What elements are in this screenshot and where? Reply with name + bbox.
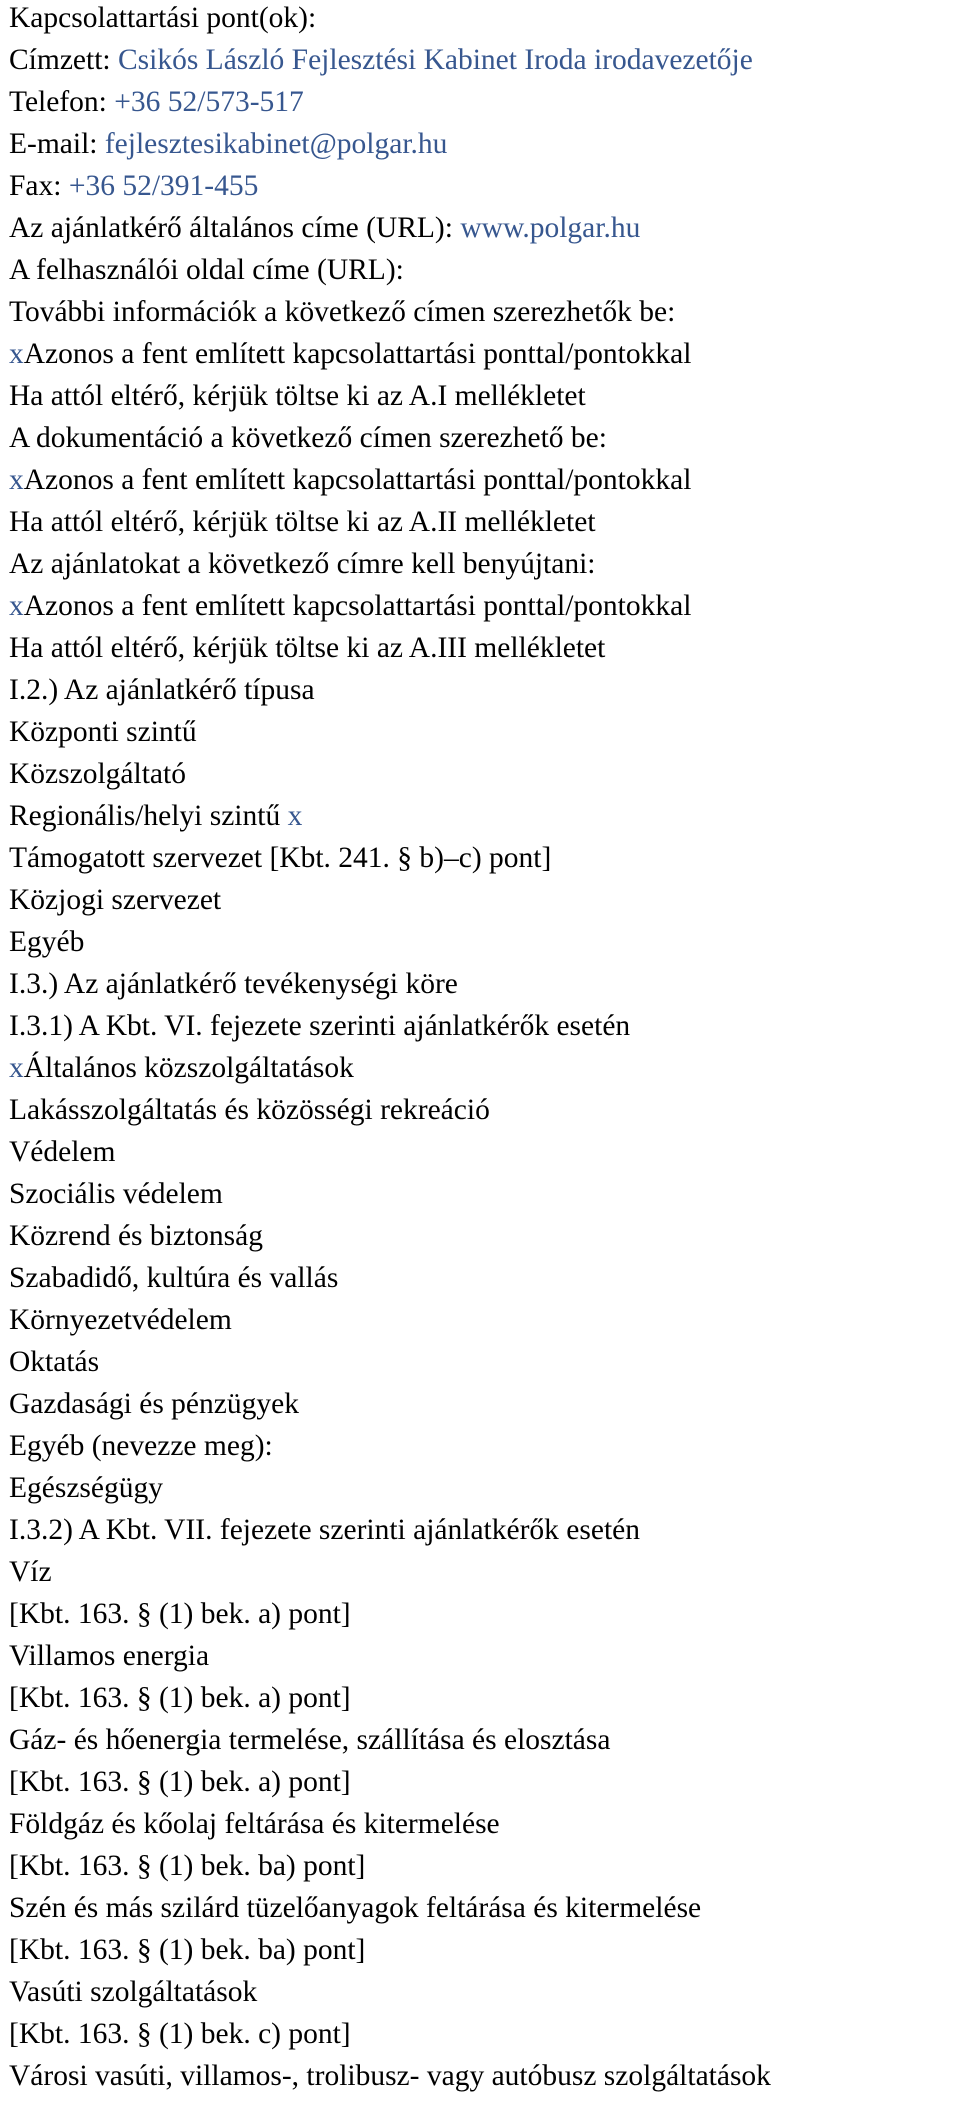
legal-reference: [Kbt. 163. § (1) bek. a) pont]: [9, 1598, 351, 1630]
activity-option-selected: [9, 1047, 960, 1089]
legal-reference: [Kbt. 163. § (1) bek. c) pont]: [9, 2018, 351, 2050]
utility-option: Víz: [9, 1556, 52, 1588]
utility-option: Szén és más szilárd tüzelőanyagok feltárása és kitermelése: [9, 1892, 702, 1924]
submission-same-text: Azonos a fent említett kapcsolattartási ponttal/pontokkal: [23, 590, 692, 622]
check-mark: x: [287, 800, 303, 832]
url-label: Az ajánlatkérő általános címe (URL):: [9, 212, 453, 244]
utility-option: Villamos energia: [9, 1640, 210, 1672]
submission-else-text: Ha attól eltérő, kérjük töltse ki az A.III mellékletet: [9, 632, 606, 664]
utility-option: Gáz- és hőenergia termelése, szállítása és elosztása: [9, 1724, 611, 1756]
utility-option: Vasúti szolgáltatások: [9, 1976, 258, 2008]
email-link[interactable]: fejlesztesikabinet@polgar.hu: [104, 128, 448, 160]
type-option: Központi szintű: [9, 716, 197, 748]
activity-sub1-heading: I.3.1) A Kbt. VI. fejezete szerinti ajánlatkérők esetén: [9, 1010, 631, 1042]
activity-option: Környezetvédelem: [9, 1304, 232, 1336]
documentation-same-text: Azonos a fent említett kapcsolattartási ponttal/pontokkal: [23, 464, 692, 496]
email-label: E-mail:: [9, 128, 98, 160]
check-mark: x: [9, 590, 24, 622]
fax-value: +36 52/391-455: [68, 170, 259, 202]
type-option: Támogatott szervezet [Kbt. 241. § b)–c) pont]: [9, 842, 552, 874]
activity-section-heading: I.3.) Az ajánlatkérő tevékenységi köre: [9, 968, 458, 1000]
email-row: [9, 123, 960, 165]
activity-option: Lakásszolgáltatás és közösségi rekreáció: [9, 1094, 490, 1126]
utility-option: Városi vasúti, villamos-, trolibusz- vagy autóbusz szolgáltatások: [9, 2060, 771, 2092]
addressee-row: [9, 39, 960, 81]
activity-option: Védelem: [9, 1136, 116, 1168]
fax-row: [9, 165, 960, 207]
profile-url-label: A felhasználói oldal címe (URL):: [9, 254, 404, 286]
utility-option: Földgáz és kőolaj feltárása és kitermelése: [9, 1808, 500, 1840]
submission-same-option: [9, 585, 960, 627]
activity-option-label: Általános közszolgáltatások: [23, 1052, 354, 1084]
phone-row: [9, 81, 960, 123]
check-mark: x: [9, 1052, 24, 1084]
legal-reference: [Kbt. 163. § (1) bek. a) pont]: [9, 1766, 351, 1798]
submission-heading: Az ajánlatokat a következő címre kell benyújtani:: [9, 548, 596, 580]
url-link[interactable]: www.polgar.hu: [460, 212, 641, 244]
documentation-same-option: [9, 459, 960, 501]
fax-label: Fax:: [9, 170, 62, 202]
activity-option: Gazdasági és pénzügyek: [9, 1388, 299, 1420]
check-mark: x: [9, 338, 24, 370]
type-option: Közjogi szervezet: [9, 884, 222, 916]
activity-option: Oktatás: [9, 1346, 100, 1378]
activity-sub2-heading: I.3.2) A Kbt. VII. fejezete szerinti ajánlatkérők esetén: [9, 1514, 640, 1546]
addressee-label: Címzett:: [9, 44, 111, 76]
documentation-else-text: Ha attól eltérő, kérjük töltse ki az A.II mellékletet: [9, 506, 596, 538]
legal-reference: [Kbt. 163. § (1) bek. a) pont]: [9, 1682, 351, 1714]
activity-option: Közrend és biztonság: [9, 1220, 263, 1252]
url-row: [9, 207, 960, 249]
contact-heading: Kapcsolattartási pont(ok):: [9, 2, 317, 34]
type-option-selected: [9, 795, 960, 837]
type-option-label: Regionális/helyi szintű: [9, 800, 281, 832]
documentation-heading: A dokumentáció a következő címen szerezhető be:: [9, 422, 607, 454]
info-else-text: Ha attól eltérő, kérjük töltse ki az A.I mellékletet: [9, 380, 586, 412]
type-option: Közszolgáltató: [9, 758, 186, 790]
phone-label: Telefon:: [9, 86, 107, 118]
info-same-text: Azonos a fent említett kapcsolattartási ponttal/pontokkal: [23, 338, 692, 370]
activity-option: Egészségügy: [9, 1472, 164, 1504]
info-same-option: [9, 333, 960, 375]
legal-reference: [Kbt. 163. § (1) bek. ba) pont]: [9, 1934, 366, 1966]
legal-reference: [Kbt. 163. § (1) bek. ba) pont]: [9, 1850, 366, 1882]
phone-value: +36 52/573-517: [114, 86, 304, 118]
type-section-heading: I.2.) Az ajánlatkérő típusa: [9, 674, 315, 706]
activity-option: Szociális védelem: [9, 1178, 223, 1210]
activity-option: Szabadidő, kultúra és vallás: [9, 1262, 339, 1294]
type-option: Egyéb: [9, 926, 85, 958]
check-mark: x: [9, 464, 24, 496]
addressee-value: Csikós László Fejlesztési Kabinet Iroda irodavezetője: [117, 44, 753, 76]
activity-option: Egyéb (nevezze meg):: [9, 1430, 273, 1462]
info-heading: További információk a következő címen szerezhetők be:: [9, 296, 676, 328]
